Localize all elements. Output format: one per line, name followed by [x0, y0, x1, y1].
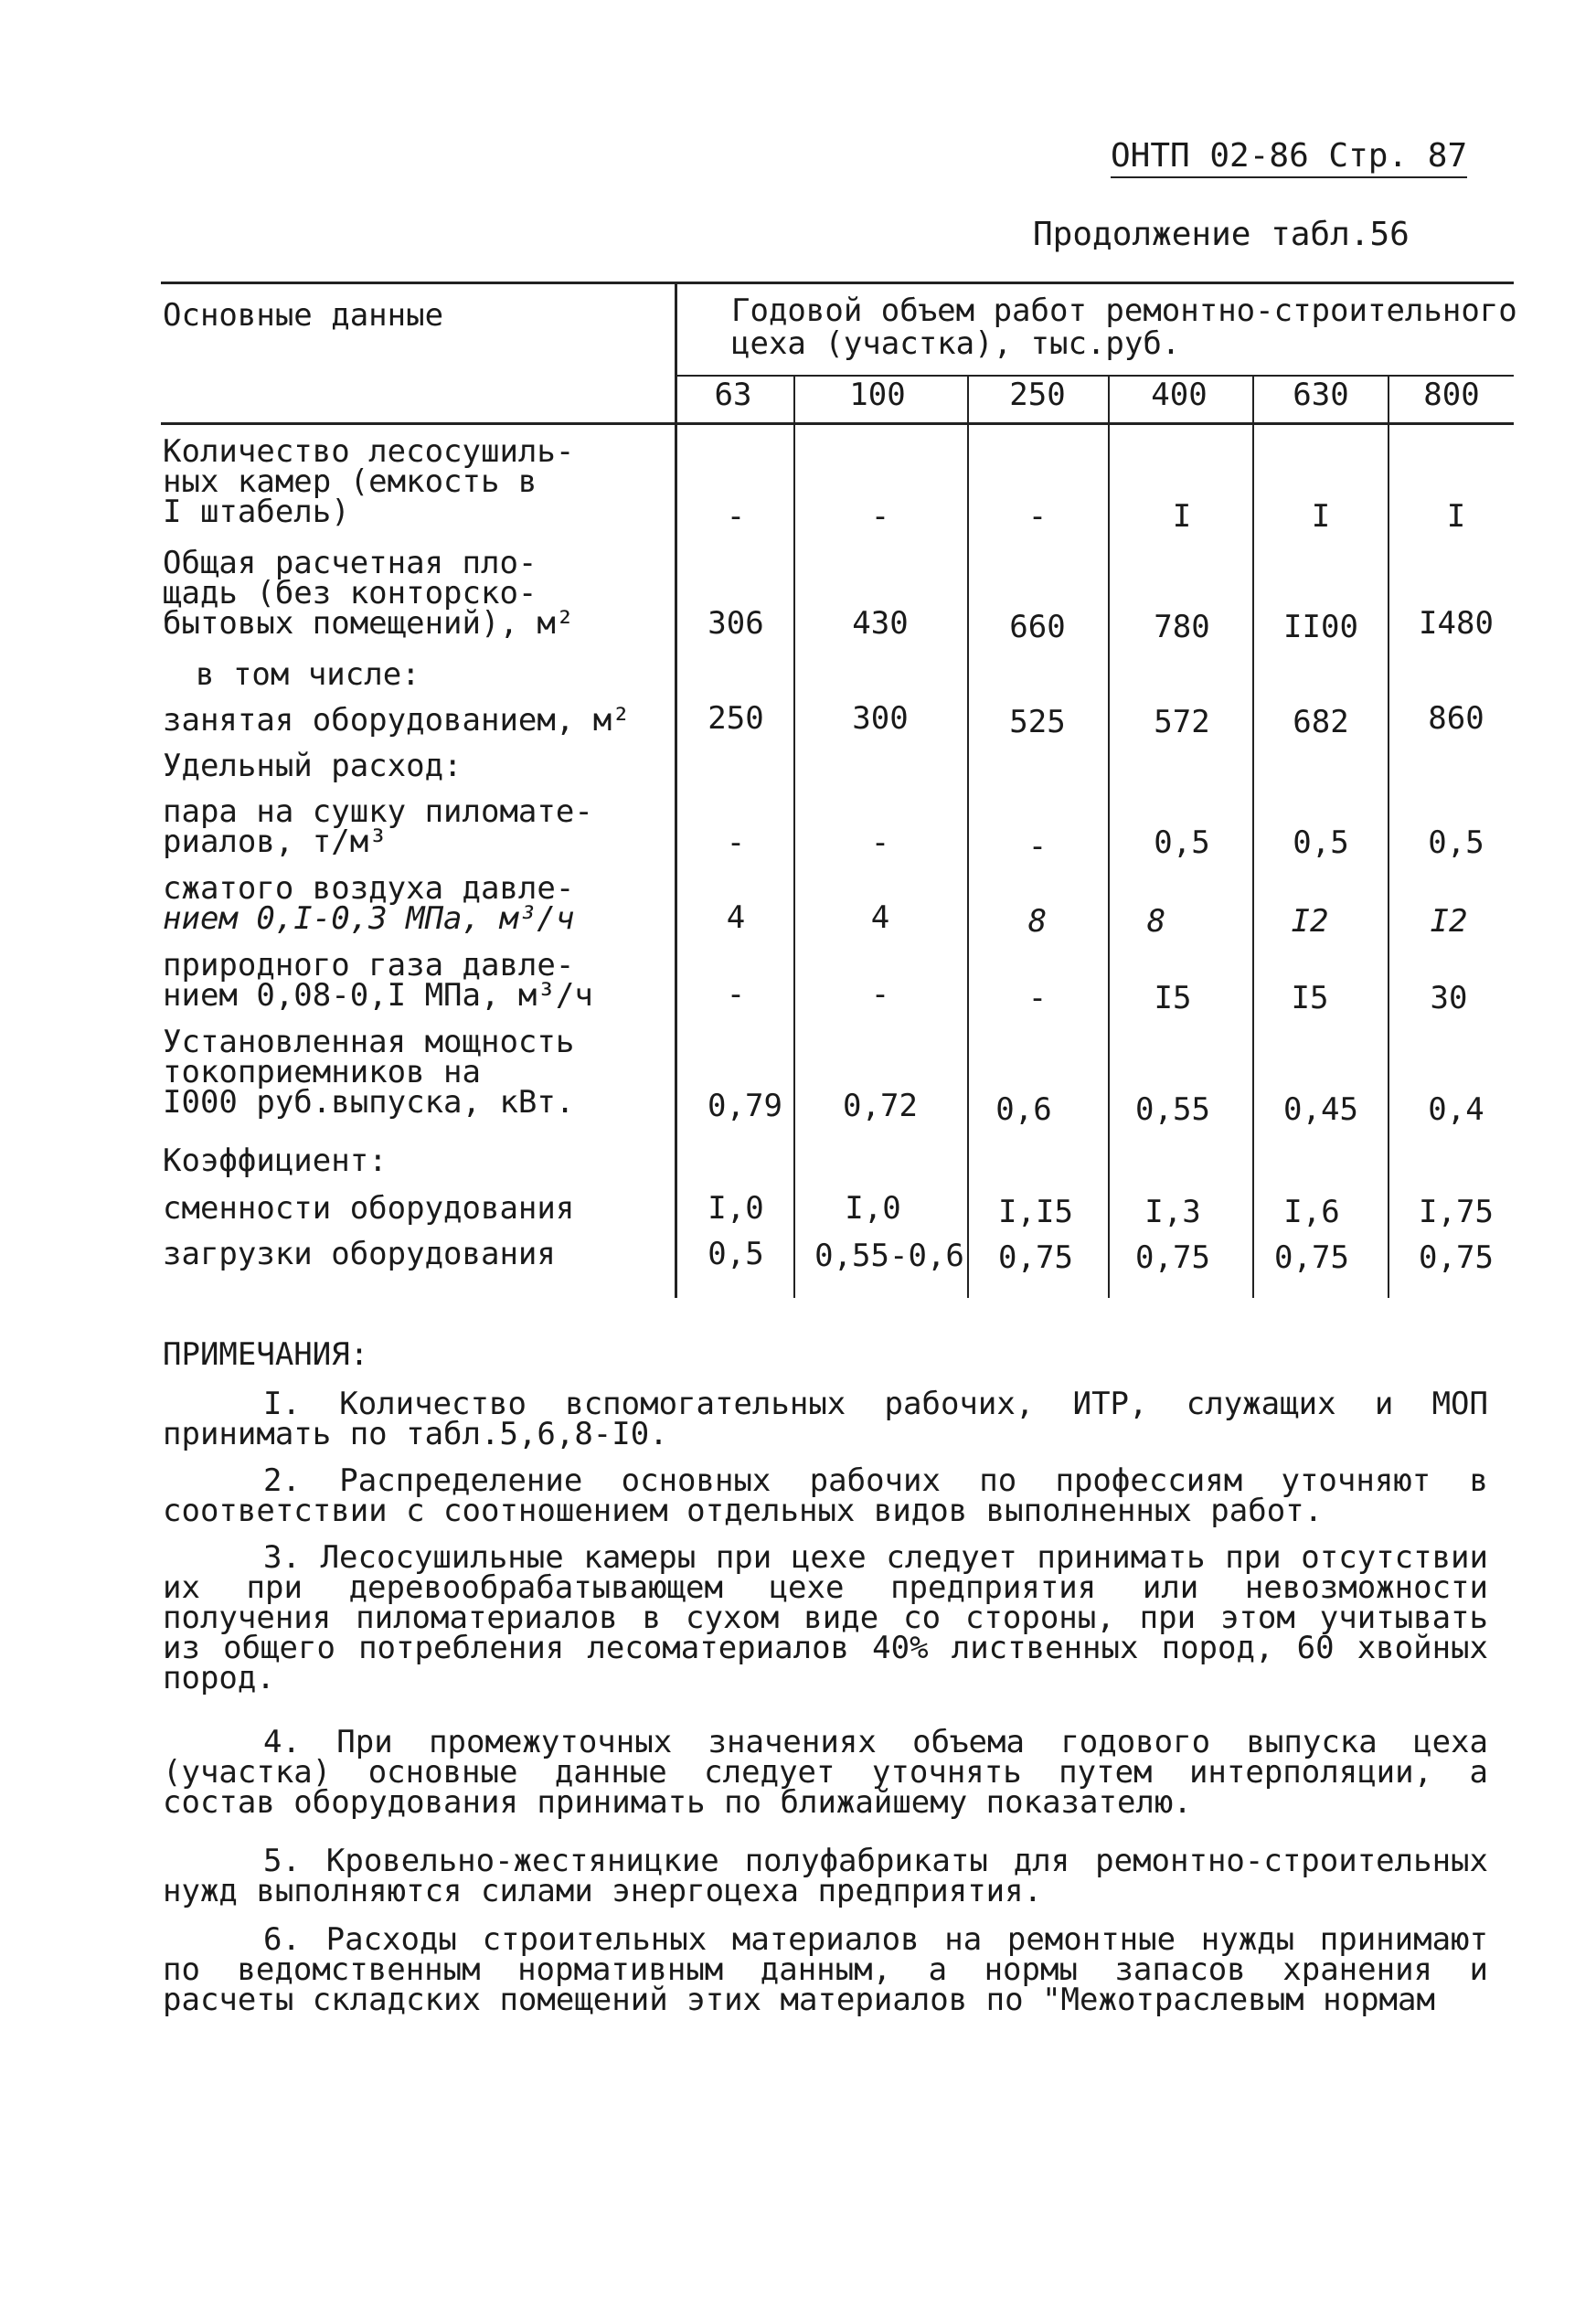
table-cell: 0,75 [1274, 1239, 1349, 1276]
table-cell: I2 [1430, 903, 1468, 940]
table-cell: - [870, 498, 890, 535]
table-cell: 0,5 [708, 1236, 764, 1272]
document-code: ОНТП 02-86 Стр. 87 [1111, 137, 1467, 178]
table-divider-col3 [1108, 375, 1110, 1298]
table-cell: 430 [852, 605, 909, 642]
table-cell: I,6 [1283, 1194, 1340, 1230]
table-cell: - [1027, 980, 1048, 1016]
notes-heading: ПРИМЕЧАНИЯ: [163, 1336, 369, 1373]
table-cell: 0,5 [1428, 824, 1484, 861]
volume-header-630: 630 [1293, 377, 1349, 413]
table-cell: 300 [852, 700, 909, 737]
column-header-line-2: цеха (участка), тыс.руб. [731, 325, 1181, 362]
table-cell: 30 [1430, 980, 1468, 1016]
row-label-specific-consumption: Удельный расход: [163, 748, 463, 784]
table-cell: 0,75 [1419, 1239, 1494, 1276]
volume-header-100: 100 [849, 377, 906, 413]
table-cell: 0,55-0,6 [814, 1238, 964, 1274]
table-cell: 4 [870, 899, 890, 936]
table-divider-col5 [1388, 375, 1389, 1298]
table-cell: 306 [708, 605, 764, 642]
row-label-shift-ratio: сменности оборудования [163, 1190, 575, 1227]
table-cell: 0,4 [1428, 1091, 1484, 1128]
row-label-steam: пара на сушку пиломате- риалов, т/м³ [163, 793, 593, 860]
note-item-4: 4. При промежуточных значениях объема годового выпуска цеха (участка) основные данные следует уточнять путем интерполяции, а состав оборудования принимать по ближайшему показателю. [163, 1724, 1488, 1821]
volume-header-800: 800 [1423, 377, 1480, 413]
table-cell: I [1311, 498, 1331, 535]
table-continuation-label: Продолжение табл.56 [1033, 216, 1410, 253]
table-cell: - [726, 976, 746, 1013]
table-cell: 572 [1154, 704, 1210, 740]
volume-header-250: 250 [1009, 377, 1066, 413]
table-cell: I5 [1291, 980, 1329, 1016]
table-cell: 860 [1428, 700, 1484, 737]
table-cell: 0,75 [1135, 1239, 1210, 1276]
table-divider-main [675, 283, 677, 1298]
note-item-3: 3. Лесосушильные камеры при цехе следует принимать при отсутствии их при деревообрабатывающем цехе предприятия или невозможности получения пиломатериалов в сухом виде со стороны, при этом учитывать из общего потребления лесоматериалов 40% лиственных пород, 60 хвойных пород. [163, 1539, 1488, 1696]
column-header-annual-volume [731, 294, 1536, 360]
table-divider-col4 [1252, 375, 1254, 1298]
table-cell: 0,5 [1293, 824, 1349, 861]
table-cell: 0,72 [843, 1088, 918, 1124]
table-cell: 8 [1027, 903, 1048, 940]
table-cell: I2 [1291, 903, 1329, 940]
volume-header-63: 63 [714, 377, 752, 413]
table-cell: 8 [1146, 903, 1166, 940]
row-label-occupied-area: занятая оборудованием, м² [163, 702, 631, 739]
table-cell: 0,6 [995, 1091, 1052, 1128]
row-label-including: в том числе: [196, 656, 420, 693]
table-cell: I,75 [1419, 1194, 1494, 1230]
row-label-coefficient: Коэффициент: [163, 1143, 388, 1179]
row-label-compressed-air: сжатого воздуха давле- нием 0,I-0,3 МПа, м³/ч [163, 870, 575, 937]
note-item-6: 6. Расходы строительных материалов на ремонтные нужды принимают по ведомственным нормативным данным, а нормы запасов хранения и расчеты складских помещений этих материалов по "Межотраслевым нормам [163, 1921, 1488, 2018]
table-cell: II00 [1283, 609, 1358, 645]
table-top-border [161, 282, 1514, 284]
table-cell: I,3 [1144, 1194, 1201, 1230]
note-item-5: 5. Кровельно-жестяницкие полуфабрикаты для ремонтно-строительных нужд выполняются силами энергоцеха предприятия. [163, 1843, 1488, 1909]
table-cell: 0,5 [1154, 824, 1210, 861]
table-cell: 4 [726, 899, 746, 936]
table-cell: - [870, 824, 890, 861]
table-cell: I [1446, 498, 1466, 535]
note-item-1: I. Количество вспомогательных рабочих, ИТР, служащих и МОП принимать по табл.5,6,8-I0. [163, 1386, 1488, 1452]
table-cell: I,I5 [998, 1194, 1073, 1230]
table-cell: 0,79 [708, 1088, 782, 1124]
table-cell: 525 [1009, 704, 1066, 740]
row-label-load-ratio: загрузки оборудования [163, 1236, 556, 1272]
table-cell: I5 [1154, 980, 1192, 1016]
column-header-main-data: Основные данные [163, 297, 444, 334]
table-cell: I480 [1419, 605, 1494, 642]
table-cell: 780 [1154, 609, 1210, 645]
table-divider-col2 [967, 375, 969, 1298]
row-label-installed-power: Установленная мощность токоприемников на I000 руб.выпуска, кВт. [163, 1024, 575, 1121]
table-cell: 660 [1009, 609, 1066, 645]
table-cell: 682 [1293, 704, 1349, 740]
note-item-2: 2. Распределение основных рабочих по профессиям уточняют в соответствии с соотношением отдельных видов выполненных работ. [163, 1462, 1488, 1529]
row-label-drying-chambers: Количество лесосушиль- ных камер (емкость в I штабель) [163, 433, 575, 530]
table-cell: 0,75 [998, 1239, 1073, 1276]
volume-header-400: 400 [1151, 377, 1208, 413]
table-header-bottom-border [161, 422, 1514, 425]
table-cell: - [1027, 828, 1048, 865]
table-cell: 0,55 [1135, 1091, 1210, 1128]
table-cell: - [870, 976, 890, 1013]
table-cell: I,0 [708, 1190, 764, 1227]
row-label-total-area: Общая расчетная пло- щадь (без конторско- бытовых помещений), м² [163, 545, 575, 642]
table-cell: - [1027, 498, 1048, 535]
table-cell: 250 [708, 700, 764, 737]
table-cell: 0,45 [1283, 1091, 1358, 1128]
table-cell: - [726, 824, 746, 861]
table-cell: I [1172, 498, 1192, 535]
table-cell: - [726, 498, 746, 535]
column-header-line-1: Годовой объем работ ремонтно-строительного [731, 292, 1517, 329]
row-label-natural-gas: природного газа давле- нием 0,08-0,I МПа, м³/ч [163, 947, 593, 1014]
table-cell: I,0 [845, 1190, 901, 1227]
